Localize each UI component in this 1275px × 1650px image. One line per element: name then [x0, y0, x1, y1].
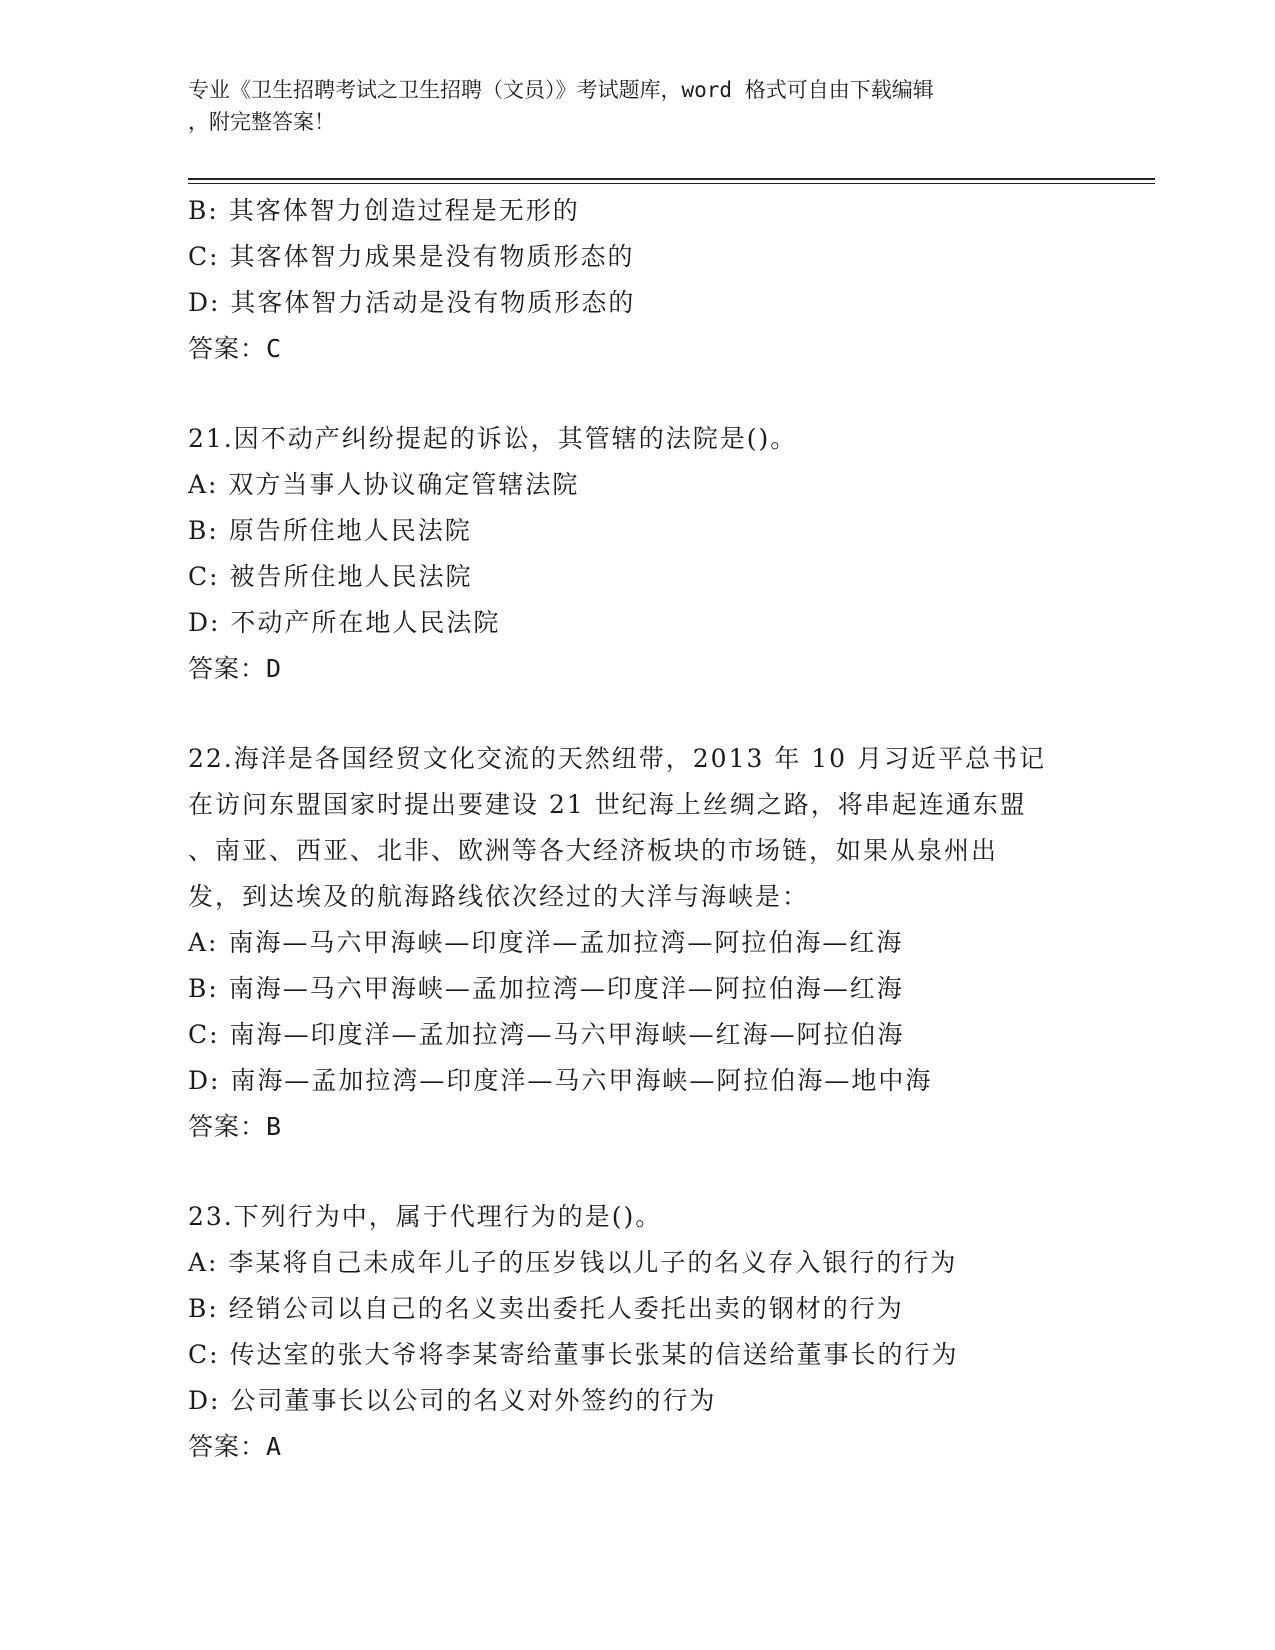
answer-value: D [266, 654, 282, 683]
question-stem: 21.因不动产纠纷提起的诉讼，其管辖的法院是()。 [188, 424, 798, 453]
header-line-1: 专业《卫生招聘考试之卫生招聘（文员）》考试题库，word 格式可自由下载编辑 [188, 78, 934, 102]
header-rule-thick [188, 178, 1155, 180]
answer-value: B [266, 1112, 282, 1141]
answer-label: 答案： [188, 1112, 267, 1141]
page-header [188, 74, 1088, 138]
question-stem-line-4: 发，到达埃及的航海路线依次经过的大洋与海峡是： [188, 882, 810, 911]
header-line-2: ，附完整答案！ [188, 110, 335, 134]
option-a: A: 双方当事人协议确定管辖法院 [188, 470, 580, 499]
option-d: D: 其客体智力活动是没有物质形态的 [188, 288, 636, 317]
answer-label: 答案： [188, 334, 267, 363]
option-d: D: 不动产所在地人民法院 [188, 608, 501, 637]
header-rule-thin [188, 183, 1155, 184]
question-stem-line-3: 、南亚、西亚、北非、欧洲等各大经济板块的市场链，如果从泉州出 [188, 836, 999, 865]
answer-line [188, 1104, 1088, 1150]
question-content [188, 188, 1088, 1470]
answer-line [188, 1424, 1088, 1470]
option-c: C: 其客体智力成果是没有物质形态的 [188, 242, 635, 271]
option-c: C: 被告所住地人民法院 [188, 562, 473, 591]
answer-label: 答案： [188, 654, 267, 683]
answer-value: C [266, 334, 282, 363]
option-b: B: 原告所住地人民法院 [188, 516, 472, 545]
option-b: B: 其客体智力创造过程是无形的 [188, 196, 580, 225]
spacer [188, 692, 1088, 736]
spacer [188, 372, 1088, 416]
answer-label: 答案： [188, 1432, 267, 1461]
question-block-22 [188, 736, 1088, 1150]
question-block-23 [188, 1194, 1088, 1470]
question-block-prev [188, 188, 1088, 372]
option-c: C: 传达室的张大爷将李某寄给董事长张某的信送给董事长的行为 [188, 1340, 959, 1369]
answer-line [188, 326, 1088, 372]
question-stem-line-1: 22.海洋是各国经贸文化交流的天然纽带，2013 年 10 月习近平总书记 [188, 744, 1047, 773]
option-a: A: 李某将自己未成年儿子的压岁钱以儿子的名义存入银行的行为 [188, 1248, 958, 1277]
question-stem: 23.下列行为中，属于代理行为的是()。 [188, 1202, 663, 1231]
question-block-21 [188, 416, 1088, 692]
answer-line [188, 646, 1088, 692]
option-c: C: 南海—印度洋—孟加拉湾—马六甲海峡—红海—阿拉伯海 [188, 1020, 905, 1049]
question-stem-line-2: 在访问东盟国家时提出要建设 21 世纪海上丝绸之路，将串起连通东盟 [188, 790, 1027, 819]
option-d: D: 公司董事长以公司的名义对外签约的行为 [188, 1386, 717, 1415]
option-a: A: 南海—马六甲海峡—印度洋—孟加拉湾—阿拉伯海—红海 [188, 928, 904, 957]
answer-value: A [266, 1432, 282, 1461]
spacer [188, 1150, 1088, 1194]
option-b: B: 南海—马六甲海峡—孟加拉湾—印度洋—阿拉伯海—红海 [188, 974, 904, 1003]
option-d: D: 南海—孟加拉湾—印度洋—马六甲海峡—阿拉伯海—地中海 [188, 1066, 933, 1095]
option-b: B: 经销公司以自己的名义卖出委托人委托出卖的钢材的行为 [188, 1294, 904, 1323]
